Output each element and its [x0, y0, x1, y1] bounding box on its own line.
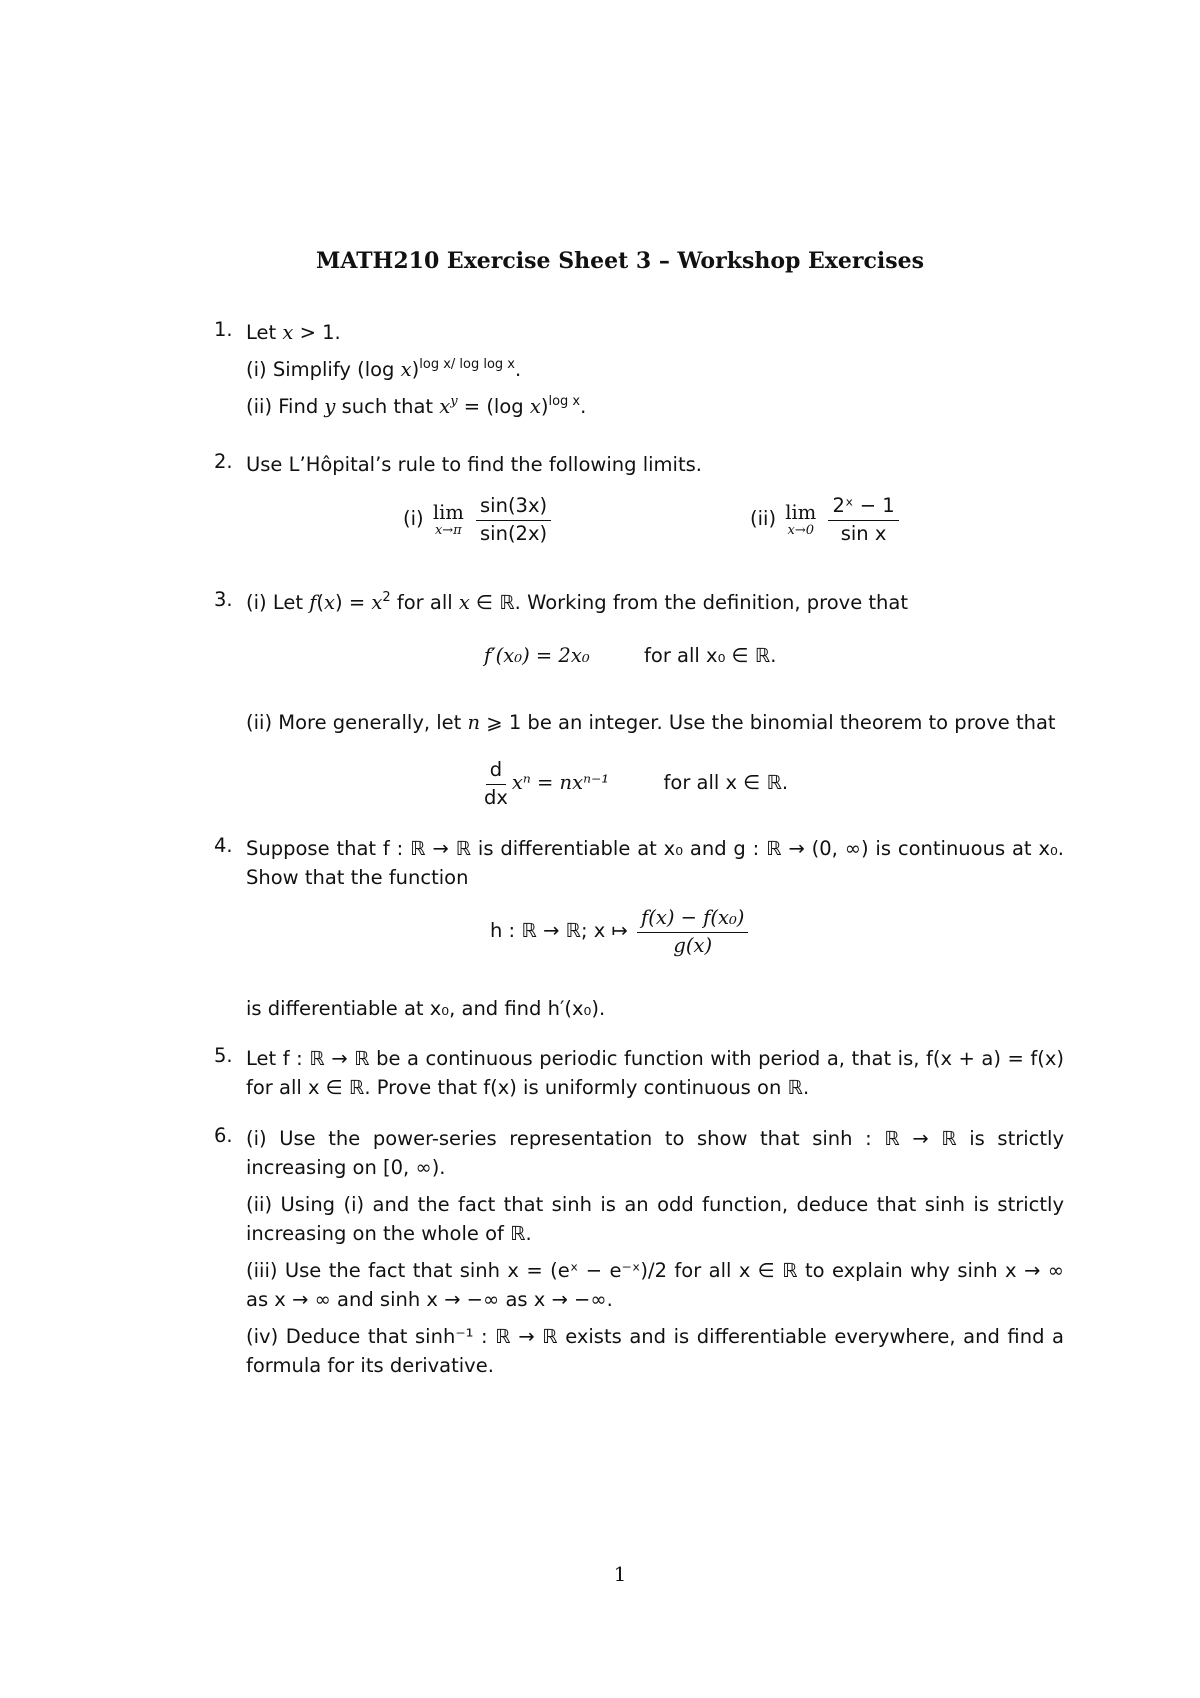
exercise-number: 3.: [214, 588, 233, 611]
exercise-2-text: Use L’Hôpital’s rule to find the following limits.: [246, 453, 702, 476]
exercise-1: [214, 318, 1064, 421]
exercise-3: [214, 588, 1064, 617]
exercise-5: [214, 1044, 1064, 1102]
exercise-4-text-b-row: [214, 994, 1064, 1023]
page-number: 1: [613, 1562, 627, 1586]
page-title: MATH210 Exercise Sheet 3 – Workshop Exercises: [315, 248, 925, 274]
exercise-6-part-iii: (iii) Use the fact that sinh x = (eˣ − e⁻ˣ)/2 for all x ∈ ℝ to explain why sinh x → ∞ as x → ∞ and sinh x → −∞ as x → −∞.: [246, 1259, 1064, 1311]
limit-i: (i) lim x→π $\frac{\sin(3x)}{\sin(2x)}$: [403, 492, 554, 547]
display-function-h: h : ℝ → ℝ; x ↦ $\frac{\text{f(x) − f(x₀)}}{g(x)}$: [490, 904, 751, 959]
exercise-number: 4.: [214, 834, 233, 857]
display-derivative-x-squared: f′(x₀) = 2x₀ for all x₀ ∈ ℝ.: [484, 644, 777, 667]
exercise-3-part-i: (i) Let $f(x) = x^2$ for all x ∈ ℝ. Working from the definition, prove that: [246, 590, 909, 614]
exercise-6-part-ii: (ii) Using (i) and the fact that sinh is an odd function, deduce that sinh is strictly increasing on the whole of ℝ.: [246, 1193, 1064, 1245]
display-derivative-x-n: $\frac{d}{dx}$ xⁿ = nxⁿ⁻¹ for all x ∈ ℝ.: [484, 758, 789, 809]
exercise-4-text-a: Suppose that f : ℝ → ℝ is differentiable at x₀ and g : ℝ → (0, ∞) is continuous at x₀. Show that the function: [246, 837, 1064, 889]
exercise-1-part-ii: (ii) Find y such that $x^y = (\log$ x)$^{log x}$.: [246, 394, 587, 418]
exercise-6-part-i: (i) Use the power-series representation to show that sinh : ℝ → ℝ is strictly increasing on [0, ∞).: [246, 1127, 1064, 1179]
exercise-1-part-i: (i) Simplify (log x)$^{log x/ log log x}$.: [246, 357, 522, 381]
exercise-5-text: Let f : ℝ → ℝ be a continuous periodic function with period a, that is, f(x + a) = f(x) for all x ∈ ℝ. Prove that f(x) is uniformly continuous on ℝ.: [246, 1047, 1064, 1099]
exercise-6-part-iv: (iv) Deduce that sinh⁻¹ : ℝ → ℝ exists and is differentiable everywhere, and find a formula for its derivative.: [246, 1325, 1064, 1377]
exercise-number: 1.: [214, 318, 233, 341]
exercise-number: 2.: [214, 450, 233, 473]
exercise-3-part-ii: (ii) More generally, let n ⩾ 1 be an integer. Use the binomial theorem to prove that: [246, 711, 1056, 734]
exercise-number: 6.: [214, 1124, 233, 1147]
exercise-4-text-b: is differentiable at x₀, and find h′(x₀).: [246, 997, 606, 1020]
limit-ii: (ii) lim x→0 $\frac{\text{2ˣ − 1}}{\text{sin x}}$: [750, 492, 902, 547]
exercise-number: 5.: [214, 1044, 233, 1067]
exercise-1-intro: Let x > 1.: [246, 321, 341, 344]
exercise-6: [214, 1124, 1064, 1380]
exercise-4: [214, 834, 1064, 892]
exercise-2: [214, 450, 1064, 479]
